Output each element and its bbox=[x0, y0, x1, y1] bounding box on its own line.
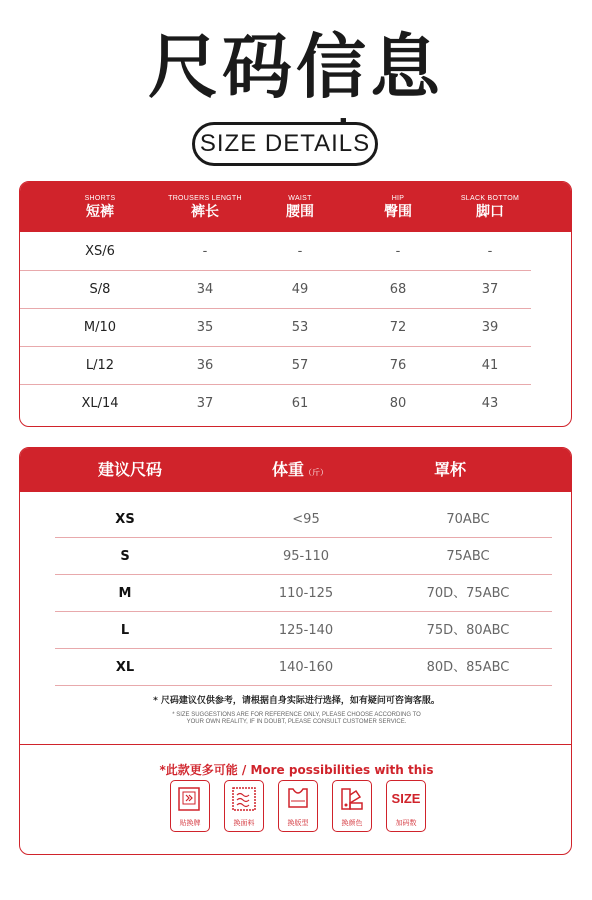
option-label-swap: 贴换牌 bbox=[170, 780, 210, 832]
table-row: XS/6 - - - - bbox=[20, 233, 572, 271]
table-row: S/8 34 49 68 37 bbox=[20, 271, 572, 309]
more-possibilities-title: *此款更多可能 / More possibilities with this bbox=[159, 763, 434, 777]
decorative-mark: ■ bbox=[340, 115, 347, 127]
header-trousers-length: TROUSERS LENGTH 裤长 bbox=[168, 195, 242, 220]
table-row: M 110-125 70D、75ABC bbox=[55, 575, 552, 612]
option-size-add: SIZE 加码数 bbox=[386, 780, 426, 832]
option-color-swap: 换颜色 bbox=[332, 780, 372, 832]
page-title: 尺码信息 bbox=[148, 26, 444, 108]
style-swap-icon bbox=[279, 785, 317, 815]
size-add-icon: SIZE bbox=[391, 791, 421, 806]
header-slack-bottom: SLACK BOTTOM 脚口 bbox=[460, 195, 520, 220]
divider bbox=[20, 744, 571, 745]
size-table bbox=[19, 181, 572, 427]
table-row: S 95-110 75ABC bbox=[55, 538, 552, 575]
fabric-swap-icon bbox=[225, 785, 263, 815]
header-suggested-size: 建议尺码 bbox=[97, 460, 162, 479]
size-table-header bbox=[20, 182, 571, 232]
table-row: XS <95 70ABC bbox=[55, 501, 552, 538]
option-style-swap: 换版型 bbox=[278, 780, 318, 832]
header-weight: 体重（斤） bbox=[271, 460, 328, 479]
color-swap-icon bbox=[333, 785, 371, 815]
table-row: XL/14 37 61 80 43 bbox=[81, 396, 499, 411]
table-row: L 125-140 75D、80ABC bbox=[55, 612, 552, 649]
suggested-size-header bbox=[20, 448, 571, 492]
label-swap-icon bbox=[171, 785, 209, 815]
table-row: XL 140-160 80D、85ABC bbox=[55, 649, 552, 686]
option-fabric-swap: 换面料 bbox=[224, 780, 264, 832]
table-row: M/10 35 53 72 39 bbox=[20, 309, 572, 347]
header-waist: WAIST 腰围 bbox=[286, 195, 314, 220]
table-row: L/12 36 57 76 41 bbox=[20, 347, 572, 385]
size-note-cn: * 尺码建议仅供参考，请根据自身实际进行选择，如有疑问可咨询客服。 bbox=[153, 696, 440, 706]
suggested-size-table bbox=[19, 447, 572, 855]
header-hip: HIP 臀围 bbox=[384, 195, 412, 220]
header-cup: 罩杯 bbox=[433, 460, 466, 479]
size-details-badge: SIZE DETAILS bbox=[192, 122, 378, 166]
customization-options bbox=[170, 780, 430, 836]
size-note-en: * SIZE SUGGESTIONS ARE FOR REFERENCE ONLY, PLEASE CHOOSE ACCORDING TO YOUR OWN REALITY, IF IN DOUBT, PLEASE CONSULT CUSTOMER SERVICE. bbox=[172, 712, 421, 725]
header-shorts: SHORTS 短裤 bbox=[84, 195, 116, 220]
